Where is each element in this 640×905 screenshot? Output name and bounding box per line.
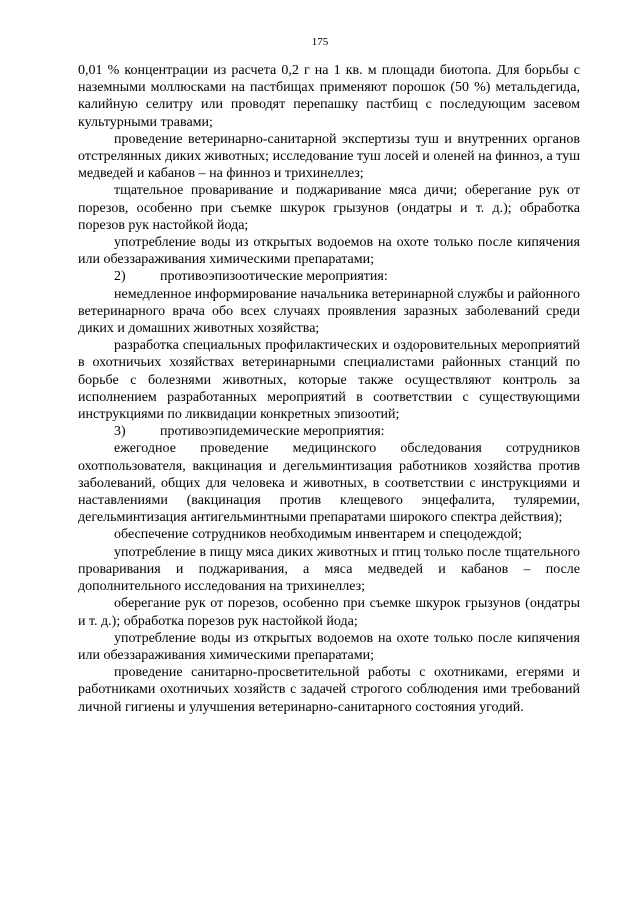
paragraph: разработка специальных профилактических и оздоровительных мероприятий в охотничьих хозяйствах ветеринарными специалистами районных станций по борьбе с болезнями животных, которые также осуществляют контроль за исполнением разработанных мероприятий в соответствии с существующими инструкциями по ликвидации конкретных эпизоотий;	[78, 338, 580, 423]
list-item	[78, 268, 580, 285]
paragraph: 0,01 % концентрации из расчета 0,2 г на 1 кв. м площади биотопа. Для борьбы с наземными моллюсками на пастбищах применяют порошок (50 %) метальдегида, калийную селитру или проводят перепашку пастбищ с последующим засевом культурными травами;	[78, 63, 580, 130]
list-item-number: 2)	[114, 269, 126, 285]
page-number: 175	[311, 36, 329, 48]
paragraph: употребление воды из открытых водоемов на охоте только после кипячения или обеззараживания химическими препаратами;	[78, 630, 580, 663]
paragraph: обеспечение сотрудников необходимым инвентарем и спецодеждой;	[114, 527, 522, 543]
list-item	[78, 423, 580, 440]
paragraph: немедленное информирование начальника ветеринарной службы и районного ветеринарного врача обо всех случаях проявления заразных заболеваний среди диких и домашних животных хозяйства;	[78, 286, 580, 337]
list-item-number: 3)	[114, 424, 126, 440]
paragraph: употребление в пищу мяса диких животных и птиц только после тщательного проваривания и поджаривания, а мяса медведей и кабанов – после дополнительного исследования на трихинеллез;	[78, 544, 580, 595]
paragraph: проведение санитарно-просветительной работы с охотниками, егерями и работниками охотничьих хозяйств с задачей строгого соблюдения ими требований личной гигиены и улучшения ветеринарно-санитарного состояния угодий.	[78, 665, 580, 715]
paragraph: употребление воды из открытых водоемов на охоте только после кипячения или обеззараживания химическими препаратами;	[78, 235, 580, 268]
page-body	[78, 62, 580, 716]
list-item-text: противоэпидемические мероприятия:	[160, 424, 385, 440]
paragraph: тщательное проваривание и поджаривание мяса дичи; оберегание рук от порезов, особенно при съемке шкурок грызунов (ондатры и т. д.); обработка порезов рук настойкой йода;	[78, 183, 580, 233]
list-item-text: противоэпизоотические мероприятия:	[160, 269, 388, 285]
paragraph: ежегодное проведение медицинского обследования сотрудников охотпользователя, вакцинация и дегельминтизация работников хозяйства против заболеваний, общих для человека и животных, в соответствии с инструкциями и наставлениями (вакцинация против клещевого энцефалита, туляремии, дегельминтизация антигельминтными препаратами широкого спектра действия);	[78, 441, 580, 526]
paragraph: оберегание рук от порезов, особенно при съемке шкурок грызунов (ондатры и т. д.); обработка порезов рук настойкой йода;	[78, 596, 580, 629]
paragraph: проведение ветеринарно-санитарной экспертизы туш и внутренних органов отстрелянных диких животных; исследование туш лосей и оленей на финноз, а туш медведей и кабанов – на финноз и трихинеллез;	[78, 131, 580, 182]
